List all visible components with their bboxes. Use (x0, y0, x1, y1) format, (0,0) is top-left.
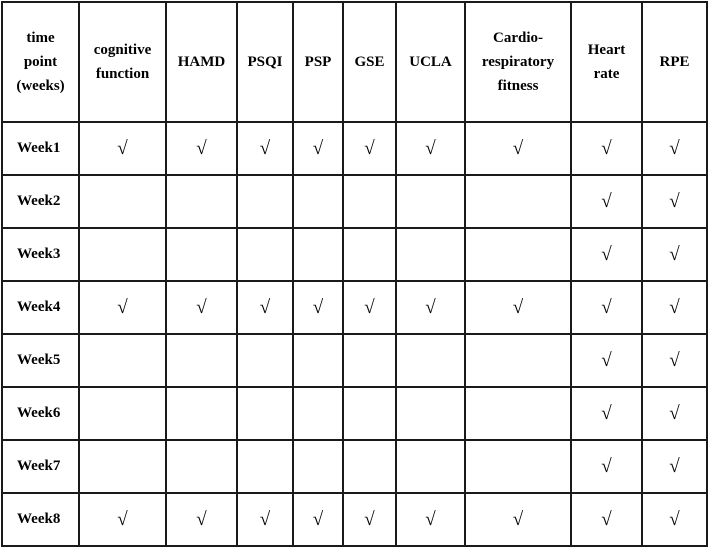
check-cell: √ (293, 122, 343, 175)
check-cell: √ (465, 493, 571, 546)
check-cell (396, 228, 465, 281)
check-cell (293, 387, 343, 440)
check-cell (293, 175, 343, 228)
check-cell: √ (237, 493, 293, 546)
week-label: Week6 (2, 387, 79, 440)
column-header (237, 2, 293, 122)
check-cell (343, 440, 396, 493)
check-cell (166, 387, 237, 440)
check-cell (79, 440, 166, 493)
header-text-line: UCLA (409, 54, 452, 70)
header-text-line: RPE (659, 54, 690, 70)
check-cell: √ (237, 281, 293, 334)
check-cell (79, 228, 166, 281)
table-row (2, 493, 707, 546)
check-cell (343, 175, 396, 228)
header-text-line: Heart (587, 42, 626, 58)
check-cell (465, 334, 571, 387)
check-cell (237, 228, 293, 281)
check-cell (79, 387, 166, 440)
column-header (343, 2, 396, 122)
header-row (2, 2, 707, 122)
check-cell (237, 175, 293, 228)
week-label: Week8 (2, 493, 79, 546)
header-text-line: rate (593, 66, 620, 82)
week-label: Week4 (2, 281, 79, 334)
check-cell: √ (571, 228, 642, 281)
header-text-line: PSP (304, 54, 332, 70)
header-time-point (2, 2, 79, 122)
check-cell: √ (571, 440, 642, 493)
check-cell: √ (237, 122, 293, 175)
check-cell (396, 440, 465, 493)
check-cell (293, 334, 343, 387)
check-cell: √ (465, 281, 571, 334)
check-cell (343, 228, 396, 281)
table-row (2, 175, 707, 228)
table-row (2, 122, 707, 175)
check-cell: √ (79, 122, 166, 175)
check-cell: √ (79, 493, 166, 546)
check-cell (465, 387, 571, 440)
column-header (166, 2, 237, 122)
check-cell: √ (571, 334, 642, 387)
table-body (2, 122, 707, 546)
week-label: Week1 (2, 122, 79, 175)
measurement-schedule-table (1, 1, 708, 547)
header-text-line: respiratory (481, 54, 555, 70)
header-text-line: function (95, 66, 150, 82)
check-cell: √ (642, 493, 707, 546)
check-cell: √ (571, 387, 642, 440)
check-cell: √ (642, 175, 707, 228)
check-cell (79, 175, 166, 228)
header-text-line: cognitive (93, 42, 152, 58)
header-text-line: fitness (497, 78, 539, 94)
check-cell (293, 440, 343, 493)
check-cell (293, 228, 343, 281)
check-cell (166, 175, 237, 228)
check-cell (79, 334, 166, 387)
column-header (571, 2, 642, 122)
check-cell (237, 440, 293, 493)
check-cell (465, 175, 571, 228)
check-cell (396, 387, 465, 440)
check-cell: √ (465, 122, 571, 175)
check-cell: √ (642, 228, 707, 281)
check-cell: √ (396, 281, 465, 334)
check-cell: √ (396, 122, 465, 175)
column-header (293, 2, 343, 122)
check-cell (166, 334, 237, 387)
check-cell: √ (343, 493, 396, 546)
check-cell: √ (571, 493, 642, 546)
check-cell: √ (166, 281, 237, 334)
check-cell: √ (343, 122, 396, 175)
check-cell (465, 228, 571, 281)
check-cell (465, 440, 571, 493)
header-text-line: (weeks) (16, 78, 65, 94)
header-text-line: GSE (354, 54, 385, 70)
table-row (2, 387, 707, 440)
column-header (465, 2, 571, 122)
check-cell (343, 334, 396, 387)
week-label: Week2 (2, 175, 79, 228)
check-cell: √ (571, 281, 642, 334)
table-row (2, 281, 707, 334)
week-label: Week3 (2, 228, 79, 281)
check-cell: √ (571, 175, 642, 228)
header-text-line: time (26, 30, 55, 46)
column-header (642, 2, 707, 122)
check-cell: √ (166, 122, 237, 175)
table-row (2, 334, 707, 387)
check-cell: √ (642, 334, 707, 387)
check-cell: √ (343, 281, 396, 334)
check-cell: √ (642, 281, 707, 334)
week-label: Week7 (2, 440, 79, 493)
check-cell: √ (642, 122, 707, 175)
check-cell: √ (166, 493, 237, 546)
check-cell: √ (293, 281, 343, 334)
check-cell (237, 334, 293, 387)
check-cell: √ (642, 387, 707, 440)
table-row (2, 228, 707, 281)
check-cell (166, 440, 237, 493)
header-text-line: PSQI (247, 54, 283, 70)
check-cell: √ (571, 122, 642, 175)
check-cell: √ (642, 440, 707, 493)
check-cell (396, 175, 465, 228)
header-text-line: HAMD (177, 54, 226, 70)
check-cell (237, 387, 293, 440)
check-cell: √ (79, 281, 166, 334)
table-row (2, 440, 707, 493)
check-cell (343, 387, 396, 440)
check-cell: √ (396, 493, 465, 546)
column-header (79, 2, 166, 122)
column-header (396, 2, 465, 122)
check-cell (396, 334, 465, 387)
header-text-line: Cardio- (493, 30, 543, 46)
check-cell: √ (293, 493, 343, 546)
header-text-line: point (23, 54, 58, 70)
week-label: Week5 (2, 334, 79, 387)
check-cell (166, 228, 237, 281)
